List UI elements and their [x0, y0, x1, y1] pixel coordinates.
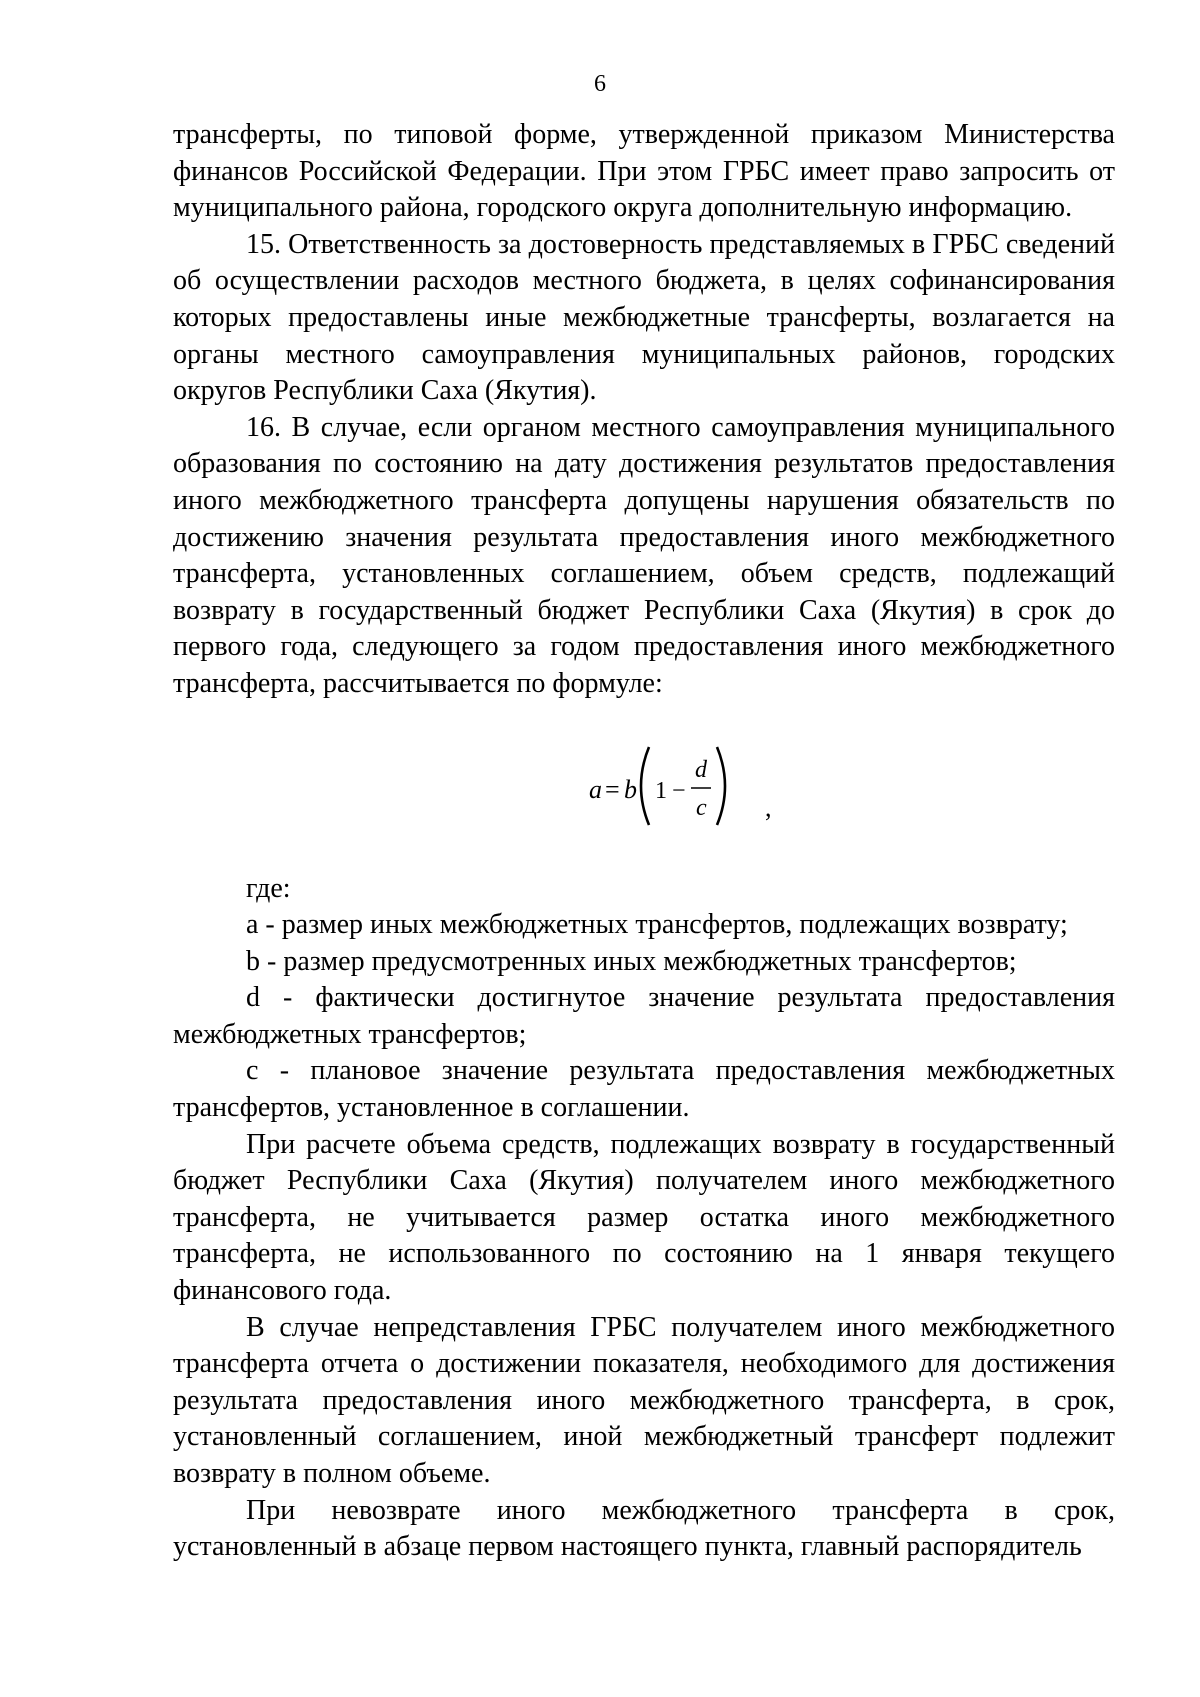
definition-c: c - плановое значение результата предоставления межбюджетных трансфертов, установленное в соглашении.: [173, 1055, 1115, 1124]
right-paren: [717, 747, 725, 825]
paragraph-calculation-note: При расчете объема средств, подлежащих возврату в государственный бюджет Республики Саха (Якутия) получателем иного межбюджетного трансферта, не учитывается размер остатка иного межбюджетного трансферта, не использованного по состоянию на 1 января текущего финансового года.: [173, 1128, 1115, 1307]
formula-denominator: c: [696, 794, 707, 821]
definition-a: a - размер иных межбюджетных трансфертов, подлежащих возврату;: [246, 909, 1068, 941]
formula-numerator: d: [695, 756, 707, 783]
definition-d: d - фактически достигнутое значение результата предоставления межбюджетных трансфертов;: [173, 982, 1115, 1050]
formula-comma: ,: [765, 792, 772, 822]
paragraph-continuation: трансферты, по типовой форме, утвержденной приказом Министерства финансов Российской Федерации. При этом ГРБС имеет право запросить от муниципального района, городского округа дополнительную информацию.: [173, 119, 1115, 224]
paragraph-non-return: При невозврате иного межбюджетного трансферта в срок, установленный в абзаце первом настоящего пункта, главный распорядитель: [173, 1494, 1115, 1563]
paragraph-16: 16. В случае, если органом местного самоуправления муниципального образования по состоянию на дату достижения результатов предоставления иного межбюджетного трансферта допущены нарушения обязательств по достижению значения результата предоставления иного межбюджетного трансферта, установленных соглашением, объем средств, подлежащий возврату в государственный бюджет Республики Саха (Якутия) в срок до первого года, следующего за годом предоставления иного межбюджетного трансферта, рассчитывается по формуле:: [173, 411, 1115, 699]
definition-b: b - размер предусмотренных иных межбюджетных трансфертов;: [246, 945, 1017, 977]
paragraph-15: 15. Ответственность за достоверность представляемых в ГРБС сведений об осуществлении расходов местного бюджета, в целях софинансирования которых предоставлены иные межбюджетные трансферты, возлагается на органы местного самоуправления муниципальных районов, городских округов Республики Саха (Якутия).: [173, 228, 1115, 407]
formula-graphic: [589, 741, 749, 831]
formula-lhs: a: [589, 774, 602, 804]
where-label: где:: [246, 872, 291, 904]
left-paren: [641, 747, 649, 825]
formula-coef: b: [624, 774, 637, 804]
formula-block: [173, 711, 1115, 871]
formula-equals: =: [605, 774, 620, 804]
paragraph-non-submission: В случае непредставления ГРБС получателем иного межбюджетного трансферта отчета о достижении показателя, необходимого для достижения результата предоставления иного межбюджетного трансферта, в срок, установленный соглашением, иной межбюджетный трансферт подлежит возврату в полном объеме.: [173, 1311, 1115, 1489]
formula-one: 1: [655, 777, 667, 804]
page-number: 6: [594, 71, 606, 97]
formula-minus: −: [672, 777, 686, 804]
document-body: [173, 117, 1115, 1566]
